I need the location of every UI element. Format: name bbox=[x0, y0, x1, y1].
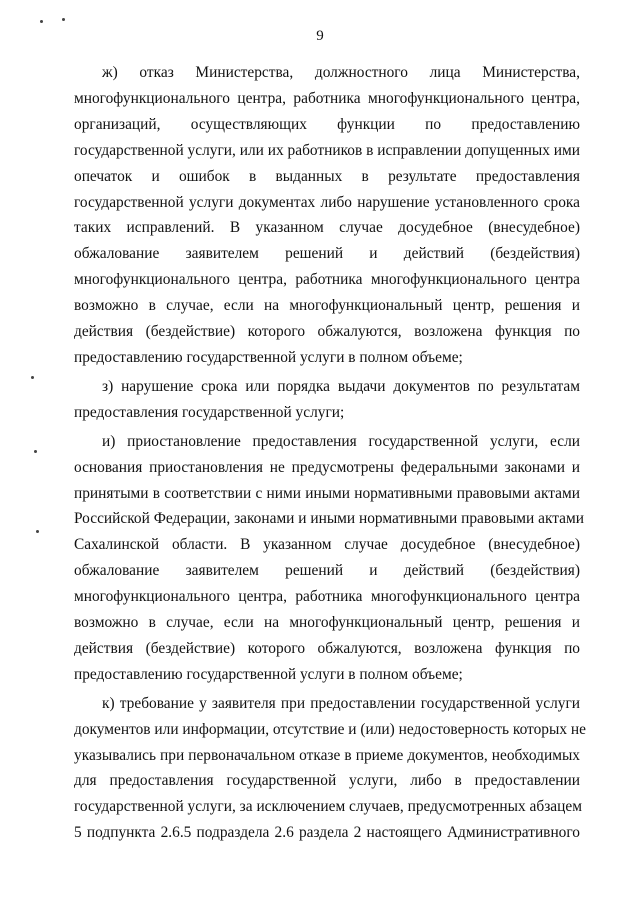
text-line: предоставлению государственной услуги в полном объеме; bbox=[74, 665, 463, 683]
scan-speck bbox=[40, 20, 43, 23]
paragraph-k bbox=[74, 691, 586, 846]
scan-speck bbox=[36, 530, 39, 533]
text-line: принятыми в соответствии с ними иными нормативными правовыми актами bbox=[74, 484, 580, 502]
scan-speck bbox=[62, 18, 65, 21]
text-line: и) приостановление предоставления государственной услуги, если bbox=[102, 432, 580, 450]
text-line: многофункционального центра, работника многофункционального центра bbox=[74, 588, 580, 606]
paragraph-i bbox=[74, 429, 584, 688]
text-line: предоставления государственной услуги; bbox=[74, 403, 345, 421]
text-line: указывались при первоначальном отказе в приеме документов, необходимых bbox=[74, 746, 580, 764]
text-line: действия (бездействие) которого обжалуются, возложена функция по bbox=[74, 639, 580, 657]
text-line: государственной услуги, за исключением случаев, предусмотренных абзацем bbox=[74, 798, 582, 816]
text-line: возможно в случае, если на многофункциональный центр, решения и bbox=[74, 614, 580, 632]
text-line: многофункционального центра, работника многофункционального центра, bbox=[74, 89, 580, 107]
text-line: государственной услуги, или их работников в исправлении допущенных ими bbox=[74, 141, 580, 159]
text-line: опечаток и ошибок в выданных в результате предоставления bbox=[74, 167, 580, 185]
text-line: возможно в случае, если на многофункциональный центр, решения и bbox=[74, 297, 580, 315]
paragraph-zh bbox=[74, 60, 580, 371]
text-line: к) требование у заявителя при предоставлении государственной услуги bbox=[102, 694, 580, 712]
text-line: государственной услуги документах либо нарушение установленного срока bbox=[74, 193, 580, 211]
text-line: з) нарушение срока или порядка выдачи документов по результатам bbox=[102, 377, 580, 395]
text-line: основания приостановления не предусмотрены федеральными законами и bbox=[74, 458, 580, 476]
text-line: Российской Федерации, законами и иными нормативными правовыми актами bbox=[74, 510, 584, 528]
text-line: предоставлению государственной услуги в полном объеме; bbox=[74, 348, 463, 366]
text-line: обжалование заявителем решений и действий (бездействия) bbox=[74, 245, 580, 263]
text-line: многофункционального центра, работника многофункционального центра bbox=[74, 271, 580, 289]
scan-speck bbox=[34, 450, 37, 453]
document-body bbox=[74, 60, 586, 848]
text-line: организаций, осуществляющих функции по предоставлению bbox=[74, 115, 580, 133]
scan-speck bbox=[31, 376, 34, 379]
text-line: таких исправлений. В указанном случае досудебное (внесудебное) bbox=[74, 219, 580, 237]
text-line: обжалование заявителем решений и действий (бездействия) bbox=[74, 562, 580, 580]
text-line: Сахалинской области. В указанном случае досудебное (внесудебное) bbox=[74, 536, 580, 554]
paragraph-z bbox=[74, 374, 580, 426]
page-number: 9 bbox=[316, 28, 324, 44]
text-line: 5 подпункта 2.6.5 подраздела 2.6 раздела 2 настоящего Административного bbox=[74, 824, 580, 842]
text-line: ж) отказ Министерства, должностного лица Министерства, bbox=[102, 64, 580, 81]
text-line: для предоставления государственной услуги, либо в предоставлении bbox=[74, 772, 580, 790]
text-line: действия (бездействие) которого обжалуются, возложена функция по bbox=[74, 323, 580, 341]
text-line: документов или информации, отсутствие и (или) недостоверность которых не bbox=[74, 720, 586, 738]
